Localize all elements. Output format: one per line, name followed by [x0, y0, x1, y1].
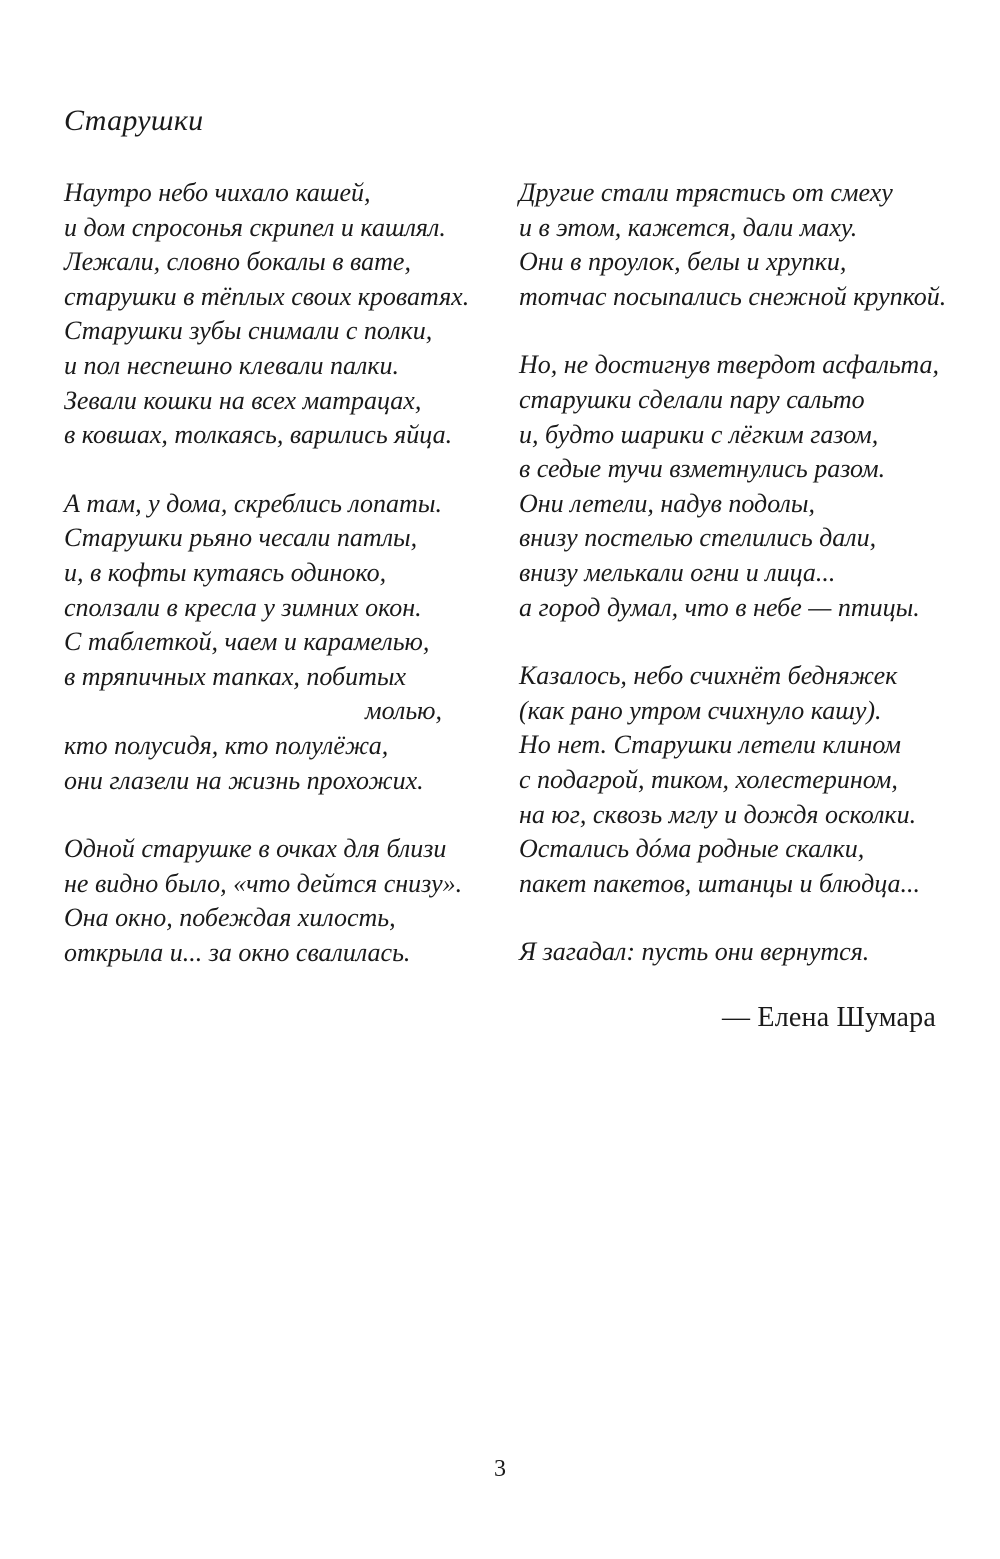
stanza — [519, 176, 959, 314]
page-number: 3 — [494, 1456, 506, 1482]
stanza — [519, 659, 959, 901]
poem-title: Старушки — [64, 104, 204, 137]
poem-line: и пол неспешно клевали палки. — [64, 350, 400, 380]
poem-line: Другие стали трястись от смеху — [519, 178, 893, 207]
stanza — [64, 487, 484, 798]
poem-line: Они летели, надув подолы, — [519, 488, 816, 518]
poem-line: в ковшах, толкаясь, варились яйца. — [64, 420, 453, 450]
poem-line: пакет пакетов, штанцы и блюдца... — [519, 868, 921, 898]
poem-line: старушки в тёплых своих кроватях. — [64, 281, 470, 311]
poem-line: и, в кофты кутаясь одиноко, — [64, 557, 387, 587]
poem-line: на юг, сквозь мглу и дождя осколки. — [519, 799, 917, 829]
poem-line: в тряпичных тапках, побитых — [64, 661, 407, 691]
poem-line: они глазели на жизнь прохожих. — [64, 765, 424, 795]
author-signature: — Елена Шумара — [722, 1002, 936, 1033]
poem-line: Казалось, небо счихнёт бедняжек — [519, 661, 898, 691]
poem-line: в седые тучи взметнулись разом. — [519, 454, 886, 484]
poem-line: А там, у дома, скреблись лопаты. — [64, 488, 442, 518]
poem-line: Старушки рьяно чесали патлы, — [64, 523, 418, 553]
poem-line: (как рано утром счихнуло кашу). — [519, 695, 882, 725]
poem-line: Но нет. Старушки летели клином — [519, 730, 901, 760]
stanza — [519, 935, 959, 970]
poem-line: открыла и... за окно свалилась. — [64, 937, 411, 967]
poem-line: сползали в кресла у зимних окон. — [64, 592, 422, 622]
poem-line: Наутро небо чихало кашей, — [64, 178, 371, 207]
poem-line: Лежали, словно бокалы в вате, — [64, 247, 411, 277]
poem-line: с подагрой, тиком, холестерином, — [519, 764, 898, 794]
poem-line: и в этом, кажется, дали маху. — [519, 212, 858, 242]
poem-line: кто полусидя, кто полулёжа, — [64, 730, 389, 760]
poem-line: Я загадал: пусть они вернутся. — [519, 937, 870, 967]
poem-line: Они в проулок, белы и хрупки, — [519, 247, 847, 277]
stanza — [64, 176, 484, 453]
stanza — [64, 832, 484, 970]
poem-line: внизу мелькали огни и лица... — [519, 557, 836, 587]
poem-line: а город думал, что в небе — птицы. — [519, 592, 920, 622]
poem-line: Одной старушке в очках для близи — [64, 834, 447, 864]
poem-line: С таблеткой, чаем и карамелью, — [64, 627, 430, 657]
poem-line: и дом спросонья скрипел и кашлял. — [64, 212, 446, 242]
right-column — [519, 176, 959, 1004]
poem-line: Она окно, побеждая хилость, — [64, 903, 396, 933]
poem-line: Зевали кошки на всех матрацах, — [64, 385, 422, 415]
poem-line: и, будто шарики с лёгким газом, — [519, 419, 879, 449]
poem-line: не видно было, «что дейтся снизу». — [64, 868, 463, 898]
poem-line: Но, не достигнув твердот асфальта, — [519, 350, 940, 380]
poem-line: Остались дóма родные скалки, — [519, 834, 865, 864]
stanza — [519, 348, 959, 625]
poem-line: тотчас посыпались снежной крупкой. — [519, 281, 947, 311]
poem-line: старушки сделали пару сальто — [519, 384, 865, 414]
left-column — [64, 176, 484, 1004]
poem-line-continuation: молью, — [365, 696, 442, 726]
poem-line: внизу постелью стелились дали, — [519, 523, 877, 553]
poem-line: Старушки зубы снимали с полки, — [64, 316, 433, 346]
